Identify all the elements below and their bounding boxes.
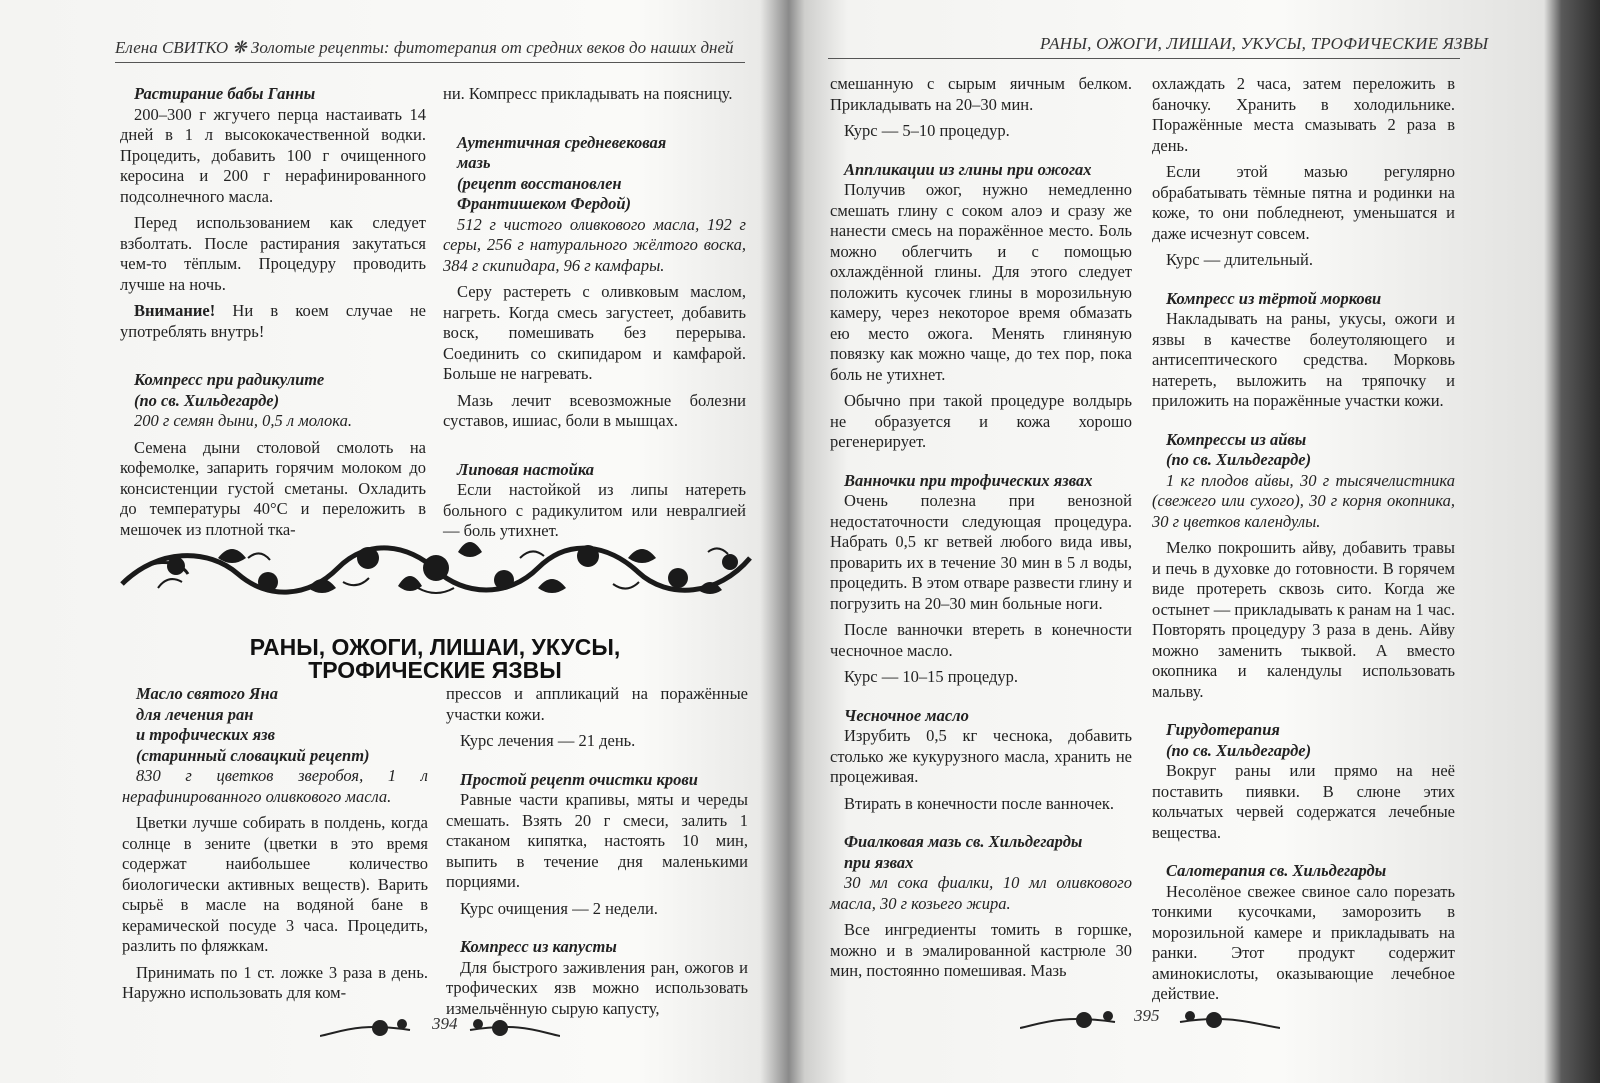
recipe-heading: мазь [457,153,491,172]
paragraph: Курс лечения — 21 день. [460,731,636,750]
paragraph: Мелко покрошить айву, добавить травы и печь в духовке до готовности. В горячем виде протереть сквозь сито. Когда же остынет — прикладывать к ранам на 1 час. Повторять процедуру 3 раза в день. Айву можно заменить тыквой. А вместо окопника и календулы использовать мальву. [1152,538,1455,701]
paragraph: Изрубить 0,5 кг чеснока, добавить столько же кукурузного масла, хранить не процеживая. [830,726,1132,786]
ingredients: 830 г цветков зверобоя, 1 л нерафинированного оливкового масла. [122,766,428,806]
paragraph: Равные части крапивы, мяты и череды смешать. Взять 20 г смеси, залить 1 стаканом кипятка, настоять 10 мин, выпить в течение дня маленькими порциями. [446,790,748,891]
recipe-heading: Компресс при радикулите [134,370,325,389]
warning-text: Ни в коем случае не употреблять внутрь! [120,301,426,341]
recipe-heading: (рецепт восстановлен [457,173,622,193]
recipe-heading: Аппликации из глины при ожогах [844,159,1092,179]
paragraph: Мазь лечит всевозможные болезни суставов, ишиас, боли в мышцах. [443,390,746,430]
paragraph: Если этой мазью регулярно обрабатывать тёмные пятна и родинки на коже, то они побледнеют, уменьшатся и даже исчезнут совсем. [1152,162,1455,243]
recipe-heading: Компресс из капусты [460,937,617,956]
paragraph: Очень полезна при венозной недостаточности следующая процедура. Набрать 0,5 кг ветвей любого вида ивы, проварить их в течение 30 мин в 5 л воды, процедить. В этом отваре развести глину и погрузить на 20–30 мин больные ноги. [830,491,1132,613]
paragraph: охлаждать 2 часа, затем переложить в баночку. Хранить в холодильнике. Поражённые места смазывать 2 раза в день. [1152,74,1455,155]
recipe-heading: (по св. Хильдегарде) [1166,450,1312,469]
paragraph: Курс — 5–10 процедур. [844,121,1010,140]
recipe-heading: (старинный словацкий рецепт) [136,745,370,765]
ingredients: 512 г чистого оливкового масла, 192 г серы, 256 г натурального жёлтого воска, 384 г скипидара, 96 г камфары. [443,214,746,275]
recipe-heading: Компрессы из айвы [1166,429,1307,449]
page-number-right: 395 [1134,1006,1160,1025]
paragraph: прессов и аппликаций на поражённые участки кожи. [446,684,748,724]
left-column-4 [446,684,748,1025]
paragraph: Втирать в конечности после ванночек. [844,793,1115,813]
paragraph: Обычно при такой процедуре волдырь не образуется и кожа хорошо регенерирует. [830,391,1132,451]
paragraph: Если настойкой из липы натереть больного с радикулитом или невралгией — боль утихнет. [443,480,746,540]
left-column-1 [120,84,426,546]
paragraph: Несолёное свежее свиное сало порезать тонкими кусочками, заморозить в морозильной камере и прикладывать на ранки. Этот продукт содержит аминокислоты, оказывающие лечебное действие. [1152,881,1455,1003]
paragraph: Семена дыни столовой смолоть на кофемолке, запарить горячим молоком до консистенции густой сметаны. Охладить до температуры 40°С и переложить в мешочек из плотной тка- [120,437,426,539]
recipe-heading: Компресс из тёртой моркови [1166,288,1382,308]
paragraph: Серу растереть с оливковым маслом, нагреть. Когда смесь загустеет, добавить воск, помешивать без перерыва. Соединить со скипидаром и камфарой. Больше не нагревать. [443,282,746,383]
paragraph: Для быстрого заживления ран, ожогов и трофических язв можно использовать измельчённую сырую капусту, [446,957,748,1018]
paragraph: Все ингредиенты томить в горшке, можно и в эмалированной кастрюле 30 мин, постоянно помешивая. Мазь [830,920,1132,980]
running-head-left: Елена СВИТКО ❋ Золотые рецепты: фитотерапия от средних веков до наших дней [115,38,734,57]
recipe-heading: и трофических язв [136,725,275,744]
ingredients: 1 кг плодов айвы, 30 г тысячелистника (свежего или сухого), 30 г корня окопника, 30 г цветков календулы. [1152,470,1455,531]
right-column-2 [1152,74,1455,1011]
left-column-3 [122,684,428,1010]
recipe-heading: для лечения ран [136,704,254,724]
section-title-line-1: РАНЫ, ОЖОГИ, ЛИШАИ, УКУСЫ, [249,634,621,660]
paragraph: смешанную с сырым яичным белком. Прикладывать на 20–30 мин. [830,74,1132,114]
running-head-right: РАНЫ, ОЖОГИ, ЛИШАИ, УКУСЫ, ТРОФИЧЕСКИЕ ЯЗВЫ [1040,34,1489,53]
recipe-heading: Салотерапия св. Хильдегарды [1166,861,1387,880]
recipe-heading: при язвах [844,852,914,872]
paragraph: Цветки лучше собирать в полдень, когда солнце в зените (цветки в это время содержат наибольшее количество биологически активных веществ). Варить сырьё в масле на водяной бане в керамической посуде 3 часа. Процедить, разлить по фляжкам. [122,813,428,955]
recipe-heading: Масло святого Яна [136,684,278,703]
recipe-heading: Ванночки при трофических язвах [844,470,1093,490]
paragraph: Накладывать на раны, укусы, ожоги и язвы в качестве болеутоляющего и антисептического средства. Морковь натереть, выложить на тряпочку и приложить на поражённые участки кожи. [1152,309,1455,410]
recipe-heading: (по св. Хильдегарде) [134,390,280,410]
paragraph: Курс — длительный. [1166,250,1313,269]
paragraph: Курс — 10–15 процедур. [844,667,1018,686]
paragraph: Принимать по 1 ст. ложке 3 раза в день. Наружно использовать для ком- [122,962,428,1002]
recipe-heading: Чесночное масло [844,705,969,725]
ingredients: 200 г семян дыни, 0,5 л молока. [134,411,352,430]
paragraph: Вокруг раны или прямо на неё поставить пиявки. В слюне этих кольчатых червей содержатся лечебные вещества. [1152,761,1455,842]
section-title-line-2: ТРОФИЧЕСКИЕ ЯЗВЫ [308,657,562,683]
header-rule-right [828,58,1460,59]
paragraph [120,301,426,342]
paragraph: Получив ожог, нужно немедленно смешать глину с соком алоэ и сразу же нанести смесь на поражённое место. Боль можно облегчить и с помощью охлаждённой глины. Для этого следует положить кусочек глины в морозильную камеру, через некоторое время обмазать ею место ожога. Менять глиняную повязку как можно чаще, до тех пор, пока боль не утихнет. [830,180,1132,384]
warning-label: Внимание! [134,301,216,320]
page-number-left: 394 [432,1014,458,1033]
recipe-heading: Фиалковая мазь св. Хильдегарды [844,832,1083,851]
recipe-heading: Франтишеком Фердой) [457,194,632,213]
section-title [120,636,750,682]
recipe-heading: (по св. Хильдегарде) [1166,740,1312,760]
recipe-heading: Аутентичная средневековая [457,132,667,152]
ingredients: 30 мл сока фиалки, 10 мл оливкового масла, 30 г козьего жира. [830,873,1132,913]
paragraph: Курс очищения — 2 недели. [460,898,658,918]
right-column-1 [830,74,1132,988]
paragraph: Перед использованием как следует взболтать. После растирания закутаться чем-то тёплым. Процедуру проводить лучше на ночь. [120,213,426,294]
header-rule-left [115,62,745,63]
recipe-heading: Растирание бабы Ганны [134,84,316,103]
recipe-heading: Гирудотерапия [1166,720,1280,739]
recipe-heading: Липовая настойка [457,459,595,479]
left-column-2 [443,84,746,548]
recipe-heading: Простой рецепт очистки крови [460,769,698,789]
paragraph: После ванночки втереть в конечности чесночное масло. [830,620,1132,660]
paragraph: ни. Компресс прикладывать на поясницу. [443,84,733,103]
floral-ornament-band [118,538,754,602]
paragraph: 200–300 г жгучего перца настаивать 14 дней в 1 л высококачественной водки. Процедить, добавить 100 г очищенного керосина и 200 г нерафинированного подсолнечного масла. [120,104,426,206]
